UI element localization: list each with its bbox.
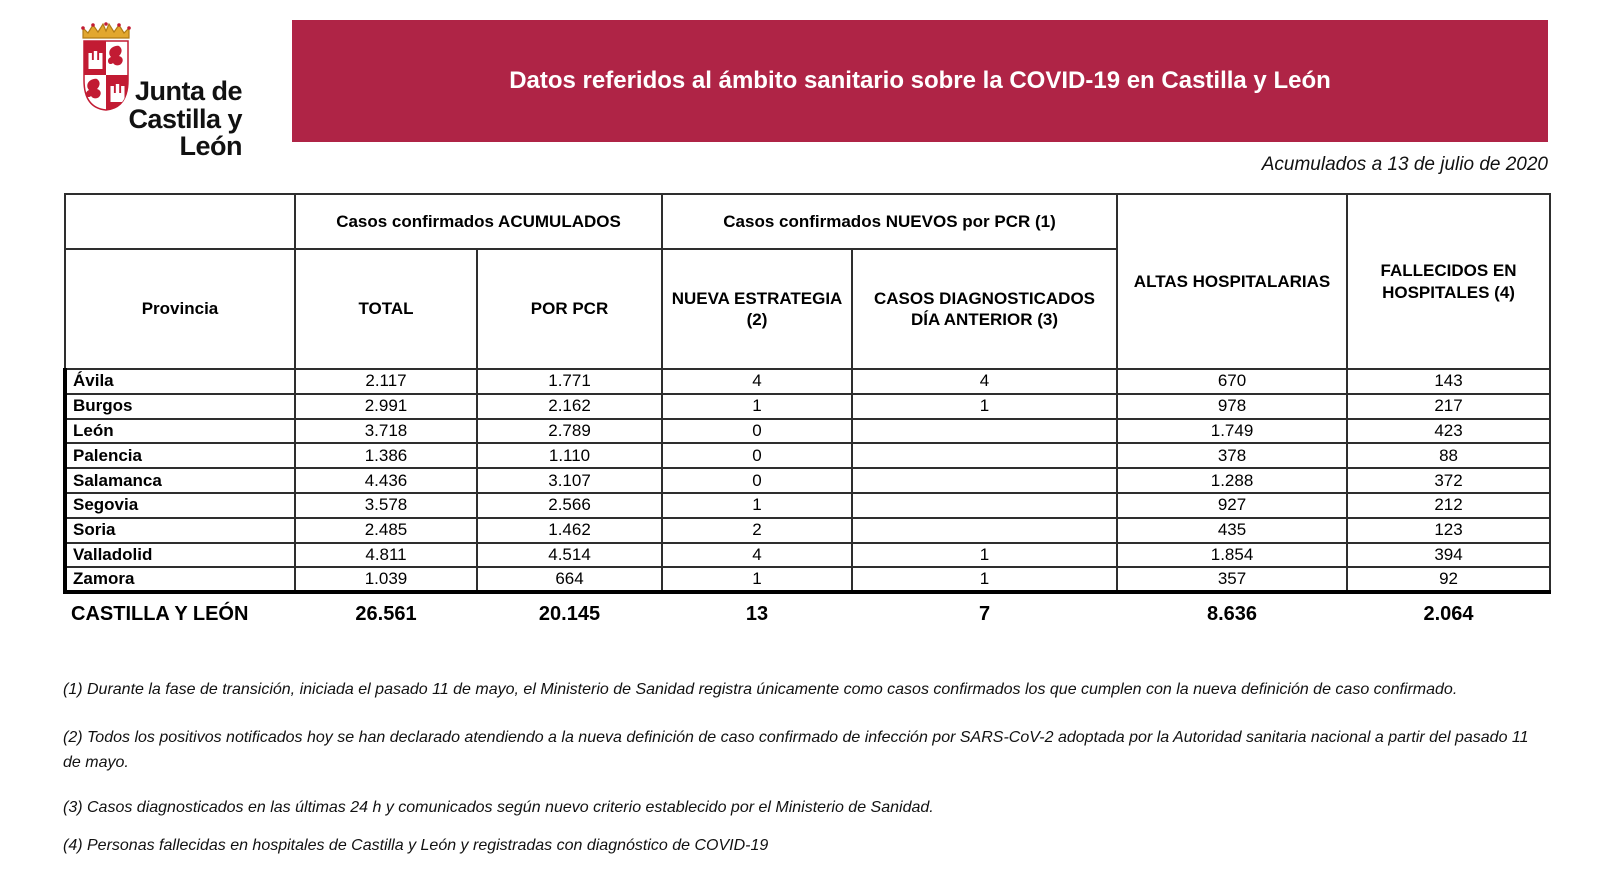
total-row-value: 13 [745, 602, 769, 625]
value-cell: 1.110 [477, 443, 662, 468]
province-cell: Zamora [65, 567, 295, 592]
value-cell [852, 518, 1117, 543]
group-header-nuevos-pcr: Casos confirmados NUEVOS por PCR (1) [662, 194, 1117, 249]
value-cell: 2.162 [477, 394, 662, 419]
province-cell: Valladolid [65, 543, 295, 568]
column-header-total: TOTAL [295, 249, 477, 369]
value-cell: 2 [662, 518, 852, 543]
column-header-altas: ALTAS HOSPITALARIAS [1117, 194, 1347, 369]
logo-line1: Junta de [134, 76, 242, 106]
value-cell: 3.578 [295, 493, 477, 518]
value-cell: 2.991 [295, 394, 477, 419]
value-cell: 2.789 [477, 419, 662, 444]
value-cell: 4 [662, 543, 852, 568]
value-cell: 1.749 [1117, 419, 1347, 444]
value-cell: 4.514 [477, 543, 662, 568]
province-cell: León [65, 419, 295, 444]
table-row [65, 419, 1550, 444]
value-cell: 4.811 [295, 543, 477, 568]
value-cell: 378 [1117, 443, 1347, 468]
value-cell: 1.462 [477, 518, 662, 543]
junta-logo [60, 22, 300, 162]
province-cell: Segovia [65, 493, 295, 518]
value-cell: 1 [852, 394, 1117, 419]
value-cell: 2.117 [295, 369, 477, 394]
value-cell: 1.771 [477, 369, 662, 394]
total-row-value: 26.561 [355, 602, 417, 625]
logo-text [60, 78, 242, 161]
value-cell: 1 [852, 567, 1117, 592]
value-cell: 1.854 [1117, 543, 1347, 568]
value-cell: 2.485 [295, 518, 477, 543]
table-row [65, 518, 1550, 543]
blank-corner-cell [65, 194, 295, 249]
column-header-casos-diagnosticados: CASOS DIAGNOSTICADOS DÍA ANTERIOR (3) [852, 249, 1117, 369]
total-row-value: 7 [978, 602, 991, 625]
value-cell: 927 [1117, 493, 1347, 518]
value-cell: 123 [1347, 518, 1550, 543]
total-row-value: 20.145 [538, 602, 601, 625]
value-cell: 1 [662, 567, 852, 592]
footnote-4: (4) Personas fallecidas en hospitales de Castilla y León y registradas con diagnóstico de COVID-19 [63, 837, 769, 854]
column-header-provincia: Provincia [65, 249, 295, 369]
value-cell: 1 [662, 493, 852, 518]
value-cell: 1 [852, 543, 1117, 568]
value-cell: 2.566 [477, 493, 662, 518]
value-cell: 88 [1347, 443, 1550, 468]
value-cell: 978 [1117, 394, 1347, 419]
column-header-nueva-estrategia: NUEVA ESTRATEGIA (2) [662, 249, 852, 369]
value-cell: 372 [1347, 468, 1550, 493]
total-row-value: 8.636 [1207, 602, 1258, 625]
province-cell: Soria [65, 518, 295, 543]
province-cell: Salamanca [65, 468, 295, 493]
table-row [65, 543, 1550, 568]
province-cell: Palencia [65, 443, 295, 468]
table-row [65, 443, 1550, 468]
value-cell: 1.039 [295, 567, 477, 592]
value-cell: 4 [852, 369, 1117, 394]
value-cell: 4 [662, 369, 852, 394]
value-cell: 92 [1347, 567, 1550, 592]
column-header-fallecidos: FALLECIDOS EN HOSPITALES (4) [1347, 194, 1550, 369]
value-cell: 143 [1347, 369, 1550, 394]
value-cell: 0 [662, 443, 852, 468]
value-cell: 664 [477, 567, 662, 592]
value-cell: 670 [1117, 369, 1347, 394]
title-banner [292, 20, 1548, 142]
table-row [65, 394, 1550, 419]
province-cell: Burgos [65, 394, 295, 419]
value-cell: 4.436 [295, 468, 477, 493]
group-header-acumulados: Casos confirmados ACUMULADOS [295, 194, 662, 249]
value-cell: 394 [1347, 543, 1550, 568]
table-row [65, 567, 1550, 592]
table-row [65, 493, 1550, 518]
value-cell [852, 443, 1117, 468]
column-header-por-pcr: POR PCR [477, 249, 662, 369]
value-cell: 0 [662, 419, 852, 444]
value-cell [852, 493, 1117, 518]
value-cell: 3.718 [295, 419, 477, 444]
footnote-3: (3) Casos diagnosticados en las últimas 24 h y comunicados según nuevo criterio establecido por el Ministerio de Sanidad. [63, 799, 934, 816]
value-cell: 357 [1117, 567, 1347, 592]
total-row [65, 592, 1550, 628]
value-cell: 0 [662, 468, 852, 493]
logo-line2: Castilla y León [128, 103, 242, 162]
total-row-value: 2.064 [1423, 602, 1474, 625]
covid-data-table [63, 193, 1551, 628]
value-cell: 435 [1117, 518, 1347, 543]
province-cell: Ávila [65, 369, 295, 394]
footnote-2: (2) Todos los positivos notificados hoy se han declarado atendiendo a la nueva definición de caso confirmado de infección por SARS-CoV-2 adoptada por la Autoridad sanitaria nacional a partir del pasado 11 de mayo. [63, 729, 1529, 771]
page-title: Datos referidos al ámbito sanitario sobre la COVID-19 en Castilla y León [509, 67, 1331, 94]
value-cell: 1.386 [295, 443, 477, 468]
group-header-row [65, 194, 1550, 249]
value-cell: 217 [1347, 394, 1550, 419]
value-cell [852, 468, 1117, 493]
value-cell: 1.288 [1117, 468, 1347, 493]
value-cell: 3.107 [477, 468, 662, 493]
value-cell: 212 [1347, 493, 1550, 518]
value-cell: 1 [662, 394, 852, 419]
table-row [65, 468, 1550, 493]
accumulated-date: Acumulados a 13 de julio de 2020 [1261, 154, 1548, 175]
value-cell [852, 419, 1117, 444]
value-cell: 423 [1347, 419, 1550, 444]
footnote-1: (1) Durante la fase de transición, iniciada el pasado 11 de mayo, el Ministerio de Sanidad registra únicamente como casos confirmados los que cumplen con la nueva definición de caso confirmado. [63, 681, 1458, 698]
total-row-label: CASTILLA Y LEÓN [71, 602, 249, 625]
table-row [65, 369, 1550, 394]
